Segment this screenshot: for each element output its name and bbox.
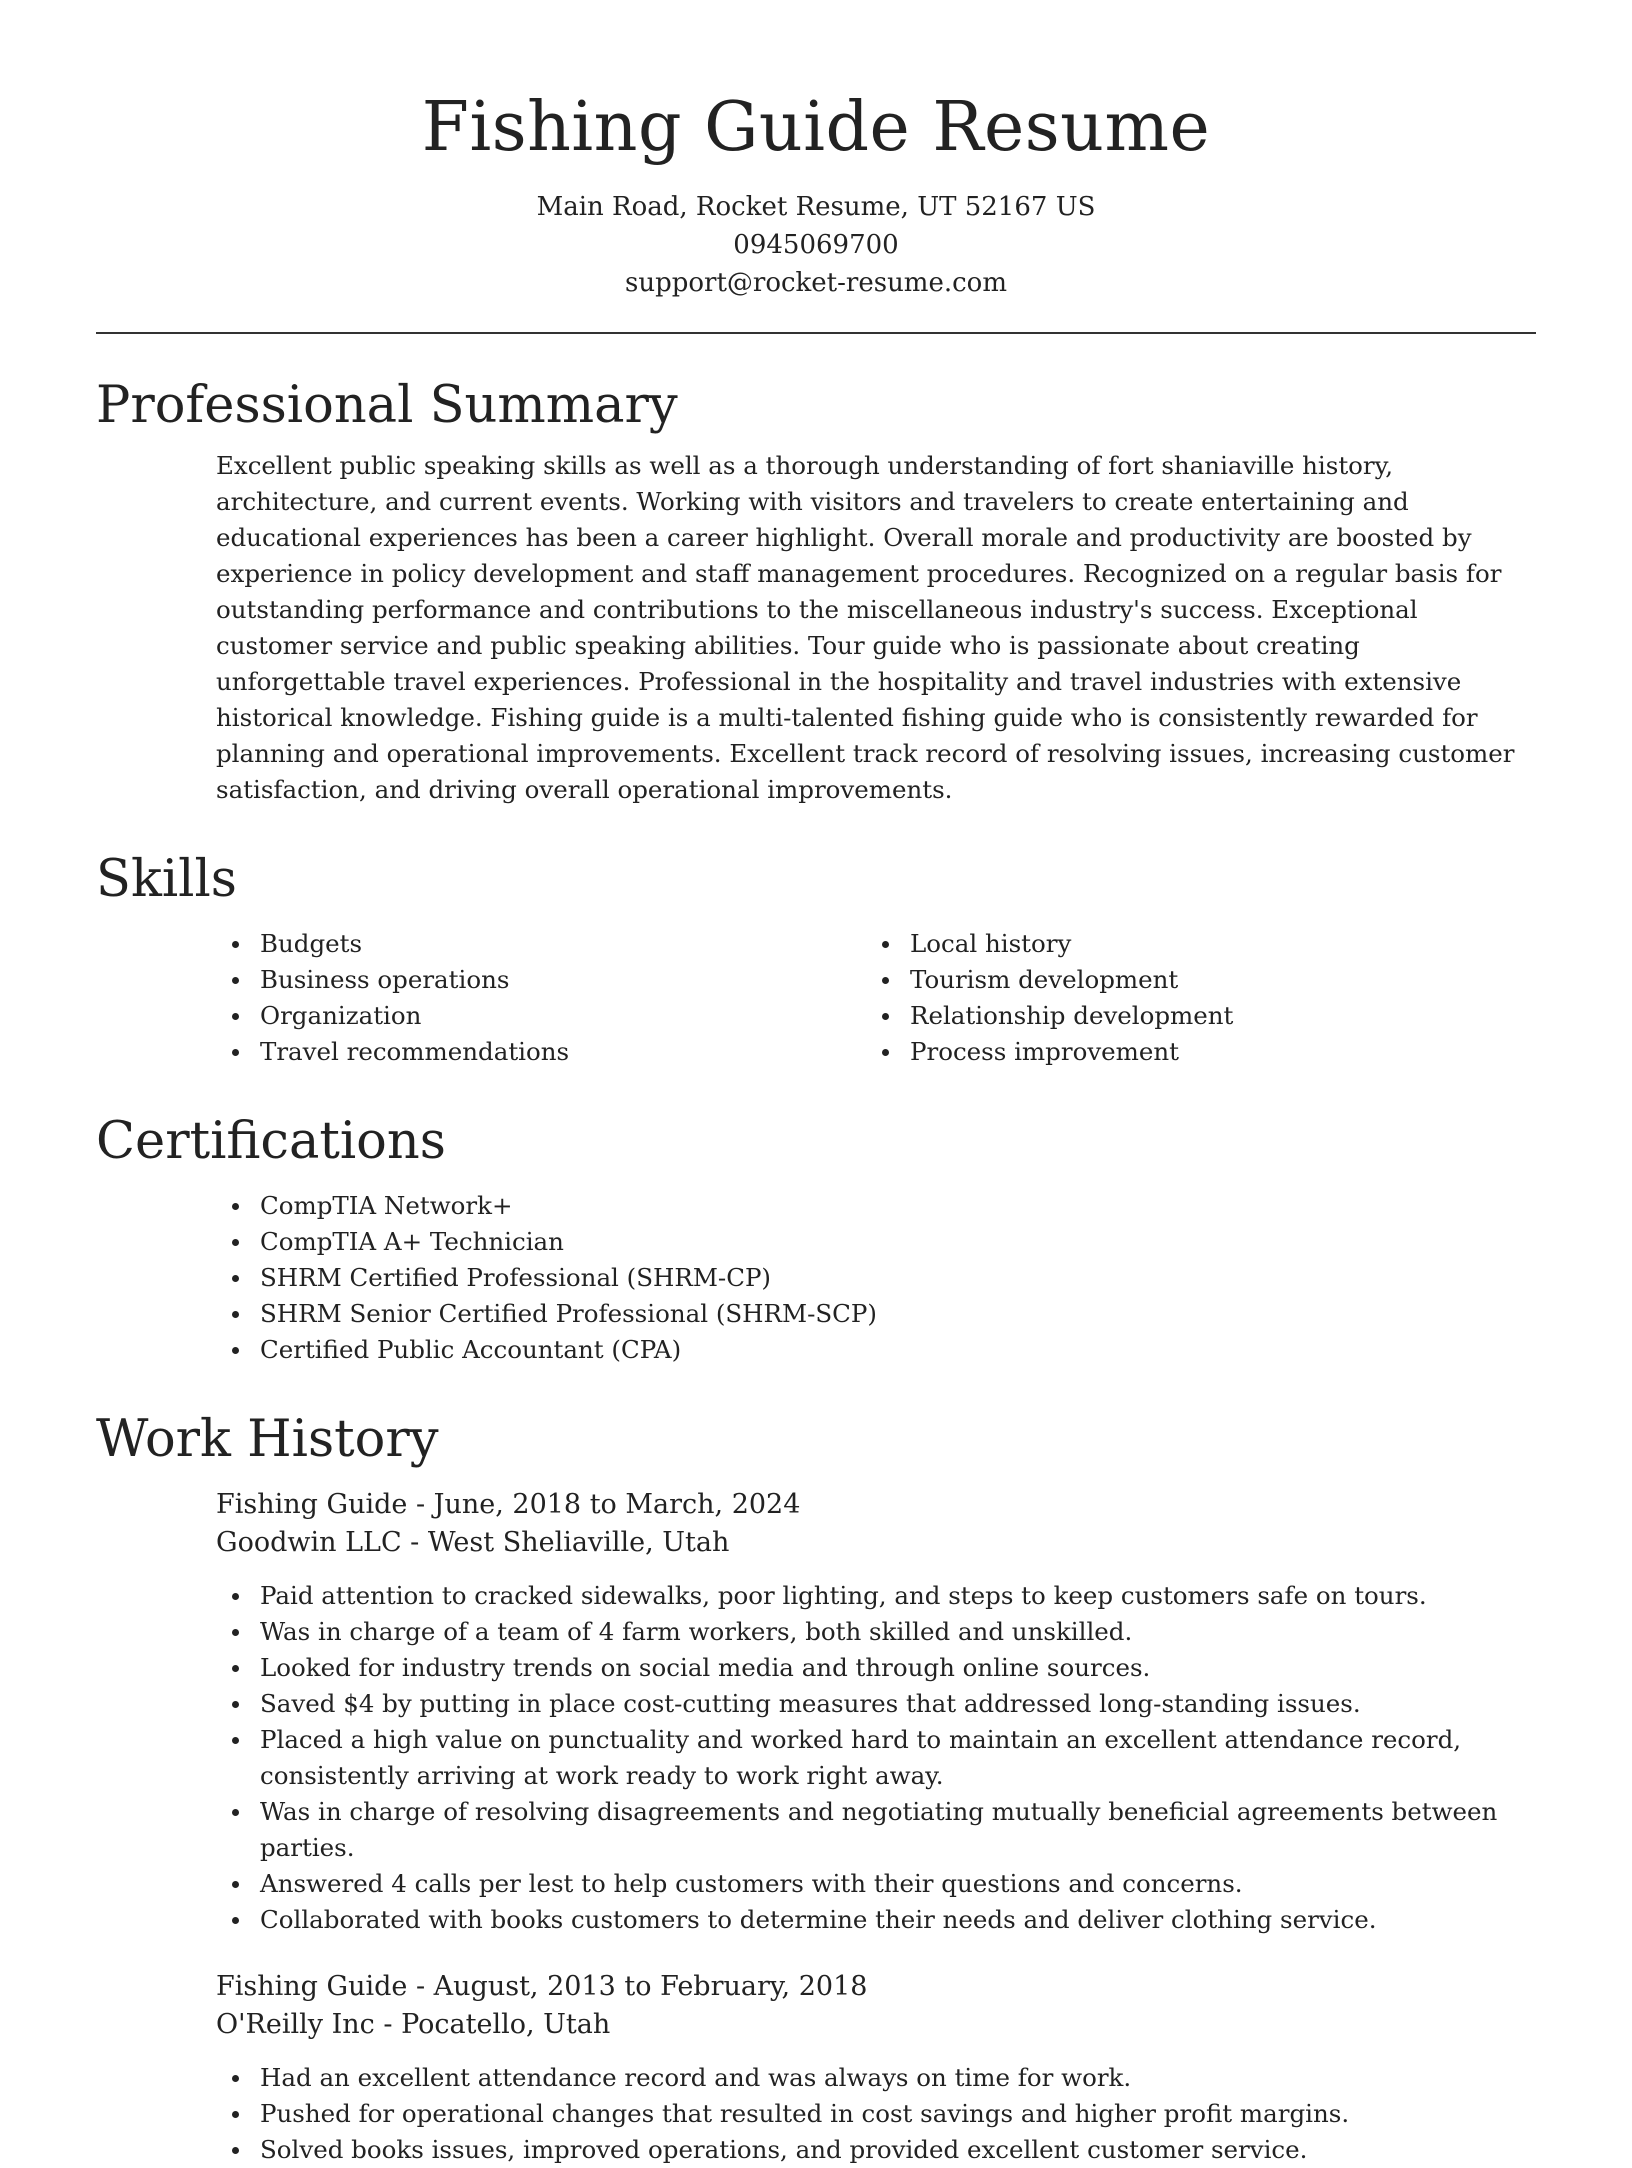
contact-block <box>96 188 1536 302</box>
job-company-line: O'Reilly Inc - Pocatello, Utah <box>216 2009 611 2040</box>
job-title-line: Fishing Guide - June, 2018 to March, 2024 <box>216 1489 801 1520</box>
resume-title: Fishing Guide Resume <box>421 88 1211 167</box>
contact-phone: 0945069700 <box>733 230 899 260</box>
skill-item: Tourism development <box>866 962 1536 998</box>
job-bullet: Saved $4 by putting in place cost-cutting measures that addressed long-standing issues. <box>216 1686 1536 1722</box>
job-bullet: Was in charge of a team of 4 farm workers, both skilled and unskilled. <box>216 1614 1536 1650</box>
skills-heading: Skills <box>96 850 237 909</box>
certification-item: Certified Public Accountant (CPA) <box>216 1332 1536 1368</box>
job-company-line: Goodwin LLC - West Sheliaville, Utah <box>216 1527 730 1558</box>
work-history-heading: Work History <box>96 1410 439 1469</box>
resume-header <box>96 0 1536 302</box>
job-bullets <box>216 2060 1536 2168</box>
summary-text: Excellent public speaking skills as well as a thorough understanding of fort shaniaville history, architecture, and current events. Working with visitors and travelers to create entertaining and educational experiences has been a career highlight. Overall morale and productivity are boosted by experience in policy development and staff management procedures. Recognized on a regular basis for outstanding performance and contributions to the miscellaneous industry's success. Exceptional customer service and public speaking abilities. Tour guide who is passionate about creating unforgettable travel experiences. Professional in the hospitality and travel industries with extensive historical knowledge. Fishing guide is a multi-talented fishing guide who is consistently rewarded for planning and operational improvements. Excellent track record of resolving issues, increasing customer satisfaction, and driving overall operational improvements. <box>216 451 1515 804</box>
job-bullet: Placed a high value on punctuality and worked hard to maintain an excellent attendance record, consistently arriving at work ready to work right away. <box>216 1722 1536 1794</box>
contact-address: Main Road, Rocket Resume, UT 52167 US <box>536 192 1096 222</box>
job-entry <box>216 1968 1536 2168</box>
job-bullets <box>216 1578 1536 1938</box>
header-divider <box>96 332 1536 334</box>
summary-heading: Professional Summary <box>96 376 678 435</box>
summary-section <box>96 374 1536 808</box>
job-bullet: Looked for industry trends on social media and through online sources. <box>216 1650 1536 1686</box>
job-entry <box>216 1486 1536 1938</box>
job-bullet: Had an excellent attendance record and was always on time for work. <box>216 2060 1536 2096</box>
job-bullet: Collaborated with books customers to determine their needs and deliver clothing service. <box>216 1902 1536 1938</box>
job-bullet: Answered 4 calls per lest to help customers with their questions and concerns. <box>216 1866 1536 1902</box>
job-title-line: Fishing Guide - August, 2013 to February, 2018 <box>216 1971 868 2002</box>
skill-item: Local history <box>866 926 1536 962</box>
skills-grid <box>216 926 1536 1070</box>
skill-item: Relationship development <box>866 998 1536 1034</box>
job-bullet: Was in charge of resolving disagreements and negotiating mutually beneficial agreements between parties. <box>216 1794 1536 1866</box>
certification-item: SHRM Certified Professional (SHRM-CP) <box>216 1260 1536 1296</box>
skill-item: Travel recommendations <box>216 1034 866 1070</box>
skills-list-right <box>866 926 1536 1070</box>
certification-item: CompTIA A+ Technician <box>216 1224 1536 1260</box>
job-bullet: Pushed for operational changes that resulted in cost savings and higher profit margins. <box>216 2096 1536 2132</box>
certification-item: CompTIA Network+ <box>216 1188 1536 1224</box>
skill-item: Budgets <box>216 926 866 962</box>
skills-list-left <box>216 926 866 1070</box>
certifications-section <box>96 1110 1536 1368</box>
certifications-heading: Certifications <box>96 1112 446 1171</box>
work-history-section <box>96 1408 1536 2168</box>
skill-item: Business operations <box>216 962 866 998</box>
skills-section <box>96 848 1536 1070</box>
job-bullet: Paid attention to cracked sidewalks, poor lighting, and steps to keep customers safe on tours. <box>216 1578 1536 1614</box>
skill-item: Process improvement <box>866 1034 1536 1070</box>
contact-email: support@rocket-resume.com <box>624 268 1007 298</box>
certification-item: SHRM Senior Certified Professional (SHRM-SCP) <box>216 1296 1536 1332</box>
skill-item: Organization <box>216 998 866 1034</box>
certifications-list <box>216 1188 1536 1368</box>
job-bullet: Solved books issues, improved operations, and provided excellent customer service. <box>216 2132 1536 2168</box>
